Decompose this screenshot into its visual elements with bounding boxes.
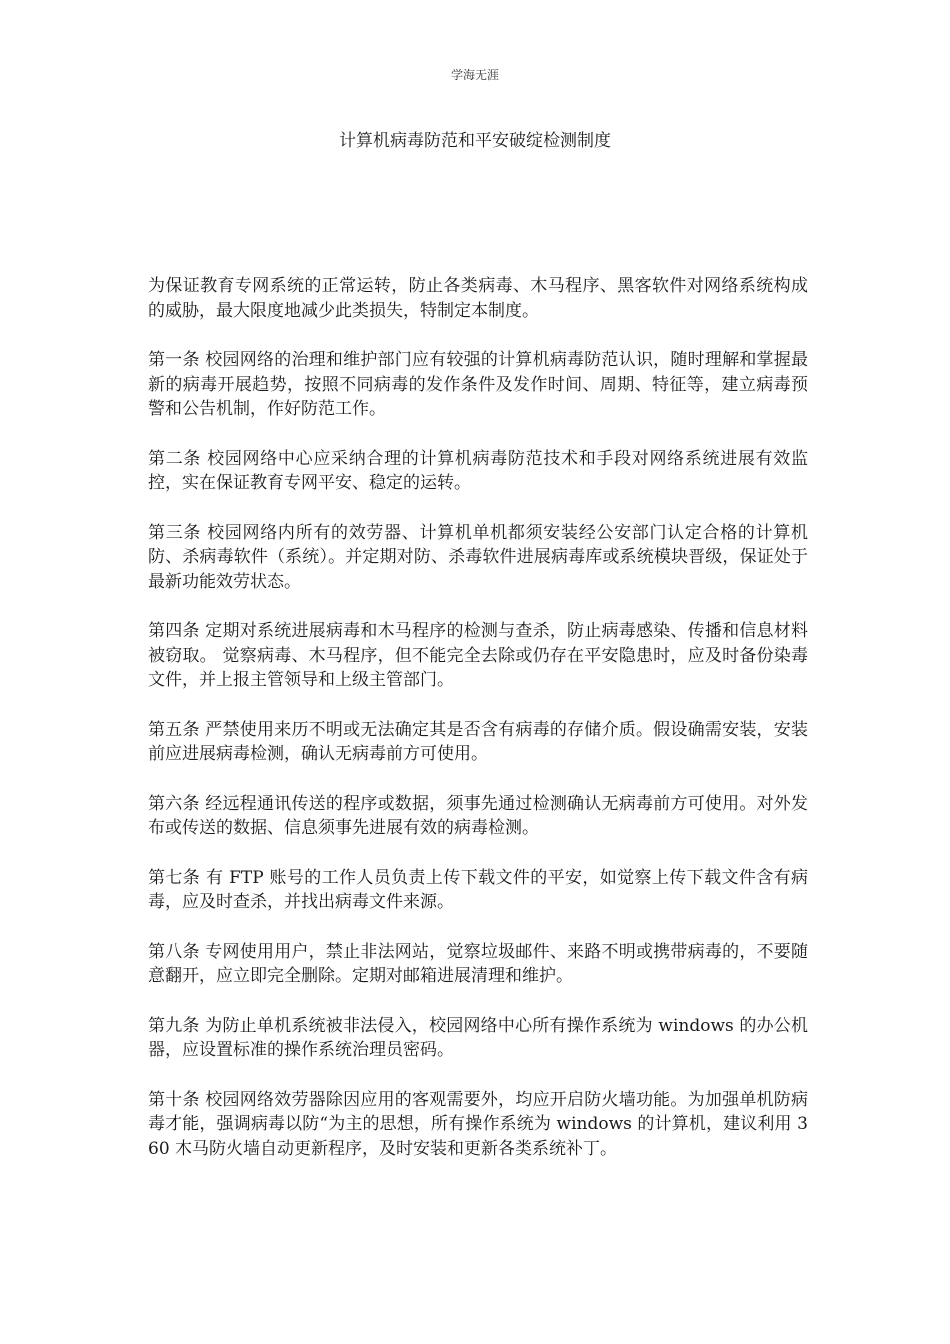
article-10: 第十条 校园网络效劳器除因应用的客观需要外，均应开启防火墙功能。为加强单机防病毒才能，强调病毒以防“为主的思想，所有操作系统为 windows 的计算机，建议利用 360 木马防火墙自动更新程序，及时安装和更新各类系统补丁。 bbox=[148, 1089, 808, 1159]
article-2: 第二条 校园网络中心应采纳合理的计算机病毒防范技术和手段对网络系统进展有效监控，实在保证教育专网平安、稳定的运转。 bbox=[148, 448, 808, 493]
article-4: 第四条 定期对系统进展病毒和木马程序的检测与查杀，防止病毒感染、传播和信息材料被窃取。 觉察病毒、木马程序，但不能完全去除或仍存在平安隐患时，应及时备份染毒文件，并上报主管领导和上级主管部门。 bbox=[148, 621, 808, 690]
article-7: 第七条 有 FTP 账号的工作人员负责上传下载文件的平安，如觉察上传下载文件含有病毒，应及时查杀，并找出病毒文件来源。 bbox=[148, 867, 808, 912]
article-9: 第九条 为防止单机系统被非法侵入，校园网络中心所有操作系统为 windows 的办公机器，应设置标准的操作系统治理员密码。 bbox=[148, 1015, 808, 1060]
page-header: 学海无涯 bbox=[450, 68, 499, 82]
article-6: 第六条 经远程通讯传送的程序或数据，须事先通过检测确认无病毒前方可使用。对外发布或传送的数据、信息须事先进展有效的病毒检测。 bbox=[148, 793, 808, 838]
article-3: 第三条 校园网络内所有的效劳器、计算机单机都须安装经公安部门认定合格的计算机防、杀病毒软件（系统）。并定期对防、杀毒软件进展病毒库或系统模块晋级，保证处于最新功能效劳状态。 bbox=[148, 522, 808, 592]
article-5: 第五条 严禁使用来历不明或无法确定其是否含有病毒的存储介质。假设确需安装，安装前应进展病毒检测，确认无病毒前方可使用。 bbox=[148, 719, 808, 764]
intro-paragraph: 为保证教育专网系统的正常运转，防止各类病毒、木马程序、黑客软件对网络系统构成的威胁，最大限度地减少此类损失，特制定本制度。 bbox=[148, 276, 808, 321]
article-8: 第八条 专网使用用户，禁止非法网站，觉察垃圾邮件、来路不明或携带病毒的，不要随意翻开，应立即完全删除。定期对邮箱进展清理和维护。 bbox=[148, 941, 808, 986]
article-1: 第一条 校园网络的治理和维护部门应有较强的计算机病毒防范认识，随时理解和掌握最新的病毒开展趋势，按照不同病毒的发作条件及发作时间、周期、特征等，建立病毒预警和公告机制，作好防范工作。 bbox=[148, 350, 808, 419]
document-title: 计算机病毒防范和平安破绽检测制度 bbox=[339, 131, 611, 151]
document-body bbox=[148, 274, 808, 1186]
